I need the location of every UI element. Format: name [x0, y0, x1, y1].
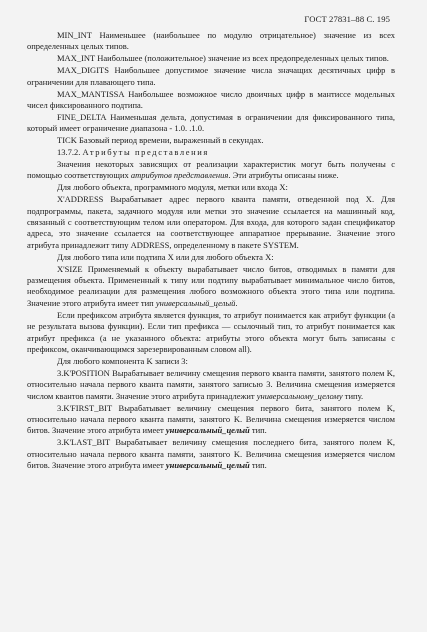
text-segment: Значения некоторых зависящих от реализации характеристик могут быть получены с помощью соответствующих — [27, 158, 395, 181]
paragraph-max-mantissa: MAX_MANTISSA Наибольшее возможное число двоичных цифр в мантиссе модельных чисел фиксированного подтипа. — [27, 88, 395, 110]
paragraph-first-bit — [27, 403, 395, 437]
paragraph-component-intro: Для любого компонента K записи 3: — [57, 355, 188, 366]
paragraph-max-digits: MAX_DIGITS Наибольшее допустимое значение числа значащих десятичных цифр в ограничении для плавающего типа. — [27, 65, 395, 87]
paragraph-address: X'ADDRESS Вырабатывает адрес первого кванта памяти, отведенной под X. Для подпрограммы, пакета, задачного модуля или метки это значение ссылается на машинный код, связанный с соответствующим телом или оператором. Для входа, для которого задан спецификатор адреса, это значение ссылается на соответствующее аппаратное прерывание. Значение этого атрибута принадлежит типу ADDRESS, определенному в пакете SYSTEM. — [27, 194, 395, 250]
section-heading — [27, 147, 395, 158]
italic-term: атрибутов представления — [130, 170, 229, 181]
section-number: 13.7.2. — [57, 147, 81, 158]
text-segment: . Эти атрибуты описаны ниже. — [228, 170, 339, 181]
section-title: Атрибуты представления — [82, 147, 209, 158]
paragraph-last-bit — [27, 437, 395, 471]
text-segment: типу. — [342, 390, 364, 401]
italic-term: универсальный_целый — [155, 297, 236, 308]
text-segment: X'SIZE Применяемый к объекту вырабатывает число битов, отводимых в памяти для размещения объекта. Примененный к типу или подтипу вырабатывает минимальное число битов, необходимое реализации для размещения любого возможного объекта этого типа или подтипа. Значение этого атрибута имеет тип — [27, 263, 395, 308]
paragraph-type-intro: Для любого типа или подтипа X или для любого объекта X: — [57, 251, 274, 262]
paragraph-object-intro: Для любого объекта, программного модуля, метки или входа X: — [57, 182, 288, 193]
paragraph-fine-delta: FINE_DELTA Наименьшая дельта, допустимая в ограничении для фиксированного типа, который имеет ограничение диапазона - 1.0. .1.0. — [27, 111, 395, 134]
text-segment: 3.K'FIRST_BIT Вырабатывает величину смещения первого бита, занятого полем K, относительно начала первого кванта памяти, занятого K. Величина смещения измеряется числом битов. Значение этого атрибута имеет — [27, 402, 395, 436]
page-body — [27, 30, 395, 472]
text-segment: тип. — [249, 460, 267, 471]
text-segment: 3.K'LAST_BIT Вырабатывает величину смещения последнего бита, занятого полем K, относительно начала первого кванта памяти, занятого K. Величина смещения измеряется числом битов. Значение этого атрибута имеет — [27, 437, 395, 471]
text-segment: тип. — [249, 425, 267, 436]
paragraph-position — [27, 368, 395, 402]
paragraph-max-int: MAX_INT Наибольшее (положительное) значение из всех предопределенных целых типов. — [57, 53, 389, 64]
paragraph-prefix: Если префиксом атрибута является функция, то атрибут понимается как атрибут функции (а не результата вызова функции). Если тип префикса — ссылочный тип, то атрибут понимается как атрибут префикса (а не указанного объекта: атрибуты этого объекта могут быть записаны с префиксом, оканчивающимся зарезервированным словом all). — [27, 309, 395, 354]
paragraph-tick: TICK Базовый период времени, выраженный в секундах. — [57, 135, 264, 146]
italic-term: универсальный_целый — [165, 425, 250, 436]
text-segment: . — [235, 297, 238, 308]
page-header: ГОСТ 27831–88 С. 195 — [304, 14, 390, 24]
italic-term: универсальный_целый — [165, 460, 250, 471]
paragraph-size — [27, 264, 395, 310]
paragraph-min-int: MIN_INT Наименьшее (наибольшее по модулю отрицательное) значение из всех определенных целых типов. — [27, 30, 395, 52]
paragraph-representation-intro — [27, 159, 395, 182]
text-segment: 3.K'POSITION Вырабатывает величину смещения первого кванта памяти, занятого полем K, относительно начала первого кванта памяти, занятого записью 3. Величина смещения измеряется числом квантов памяти. Значение этого атрибута принадлежит — [27, 367, 395, 401]
italic-term: универсальному_целому — [256, 390, 343, 401]
